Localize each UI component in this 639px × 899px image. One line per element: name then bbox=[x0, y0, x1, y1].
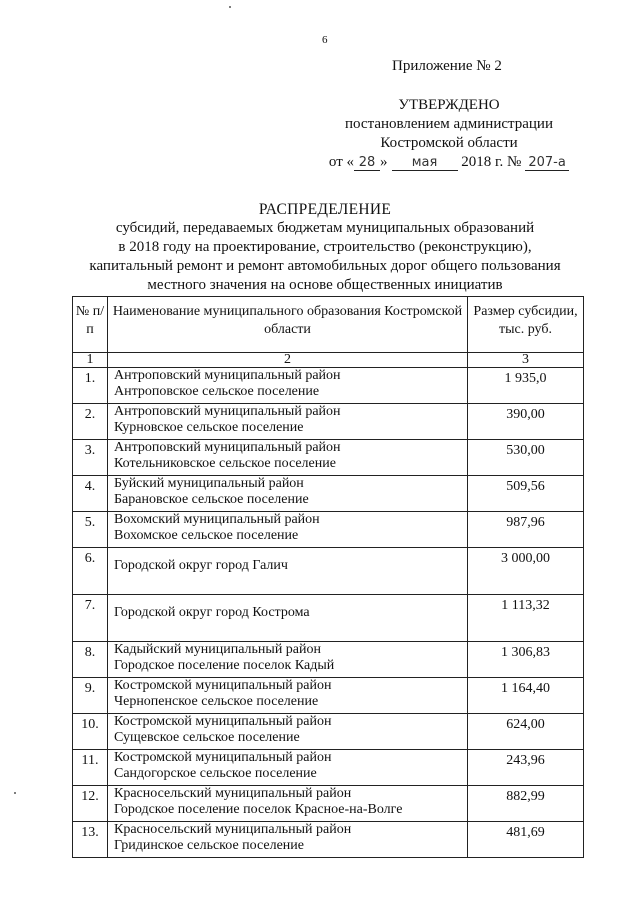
approval-line-1: постановлением администрации bbox=[345, 116, 553, 132]
date-prefix: от « bbox=[328, 154, 355, 170]
table-row bbox=[73, 512, 584, 548]
approval-block bbox=[318, 96, 580, 172]
settlement-name: Сущевское сельское поселение bbox=[114, 730, 300, 745]
title-main: РАСПРЕДЕЛЕНИЕ bbox=[258, 201, 392, 218]
row-amount: 987,96 bbox=[468, 512, 584, 548]
district-name: Буйский муниципальный район bbox=[114, 476, 304, 491]
scan-dot bbox=[14, 792, 16, 794]
row-amount: 624,00 bbox=[468, 714, 584, 750]
title-line-4: местного значения на основе общественных инициатив bbox=[147, 277, 503, 293]
document-title bbox=[60, 200, 590, 295]
table-row bbox=[73, 476, 584, 512]
settlement-name: Котельниковское сельское поселение bbox=[114, 456, 336, 471]
row-name bbox=[108, 440, 468, 476]
row-number: 5. bbox=[73, 512, 108, 548]
row-number: 3. bbox=[73, 440, 108, 476]
row-amount: 530,00 bbox=[468, 440, 584, 476]
row-amount: 390,00 bbox=[468, 404, 584, 440]
col-number-2: 2 bbox=[108, 353, 468, 368]
row-name bbox=[108, 750, 468, 786]
document-number: 207-а bbox=[525, 155, 569, 171]
table-row bbox=[73, 440, 584, 476]
settlement-name: Сандогорское сельское поселение bbox=[114, 766, 317, 781]
settlement-name: Городское поселение поселок Кадый bbox=[114, 658, 335, 673]
row-name bbox=[108, 822, 468, 858]
row-number: 8. bbox=[73, 642, 108, 678]
row-amount: 882,99 bbox=[468, 786, 584, 822]
date-month: мая bbox=[392, 155, 458, 171]
header-number: № п/п bbox=[73, 297, 108, 353]
settlement-name: Гридинское сельское поселение bbox=[114, 838, 304, 853]
title-line-2: в 2018 году на проектирование, строительство (реконструкцию), bbox=[118, 239, 532, 255]
settlement-name: Городское поселение поселок Красное-на-Волге bbox=[114, 802, 403, 817]
approval-line-2: Костромской области bbox=[380, 135, 518, 151]
col-number-3: 3 bbox=[468, 353, 584, 368]
district-name: Городской округ город Галич bbox=[114, 558, 288, 573]
appendix-label: Приложение № 2 bbox=[392, 58, 502, 74]
row-name bbox=[108, 548, 468, 595]
row-number: 6. bbox=[73, 548, 108, 595]
row-name bbox=[108, 404, 468, 440]
row-number: 9. bbox=[73, 678, 108, 714]
row-amount: 1 935,0 bbox=[468, 368, 584, 404]
row-amount: 243,96 bbox=[468, 750, 584, 786]
date-year: 2018 г. № bbox=[461, 154, 522, 170]
district-name: Антропoвский муниципальный район bbox=[114, 368, 341, 383]
row-amount: 481,69 bbox=[468, 822, 584, 858]
district-name: Красносельский муниципальный район bbox=[114, 822, 352, 837]
row-name bbox=[108, 714, 468, 750]
scan-dot bbox=[229, 6, 231, 8]
district-name: Городской округ город Кострома bbox=[114, 605, 310, 620]
row-number: 12. bbox=[73, 786, 108, 822]
district-name: Костромской муниципальный район bbox=[114, 678, 332, 693]
settlement-name: Чернопенское сельское поселение bbox=[114, 694, 319, 709]
row-number: 13. bbox=[73, 822, 108, 858]
date-mid: » bbox=[380, 154, 388, 170]
col-number-1: 1 bbox=[73, 353, 108, 368]
table-row bbox=[73, 404, 584, 440]
settlement-name: Курновское сельское поселение bbox=[114, 420, 304, 435]
row-name bbox=[108, 642, 468, 678]
header-amount: Размер субсидии, тыс. руб. bbox=[468, 297, 584, 353]
row-amount: 509,56 bbox=[468, 476, 584, 512]
date-day: 28 bbox=[354, 155, 380, 171]
row-number: 1. bbox=[73, 368, 108, 404]
row-name bbox=[108, 512, 468, 548]
row-number: 11. bbox=[73, 750, 108, 786]
table-row bbox=[73, 595, 584, 642]
table-row bbox=[73, 642, 584, 678]
settlement-name: Антропoвское сельское поселение bbox=[114, 384, 320, 399]
header-name: Наименование муниципального образования Костромской области bbox=[108, 297, 468, 353]
approval-heading: УТВЕРЖДЕНО bbox=[398, 97, 500, 113]
district-name: Костромской муниципальный район bbox=[114, 750, 332, 765]
table-row bbox=[73, 786, 584, 822]
row-name bbox=[108, 476, 468, 512]
row-amount: 1 113,32 bbox=[468, 595, 584, 642]
district-name: Антропoвский муниципальный район bbox=[114, 440, 341, 455]
table-row bbox=[73, 678, 584, 714]
table-row bbox=[73, 822, 584, 858]
row-number: 2. bbox=[73, 404, 108, 440]
district-name: Вохомский муниципальный район bbox=[114, 512, 320, 527]
subsidy-table bbox=[72, 296, 584, 858]
district-name: Кадыйский муниципальный район bbox=[114, 642, 322, 657]
settlement-name: Вохомское сельское поселение bbox=[114, 528, 299, 543]
row-amount: 1 164,40 bbox=[468, 678, 584, 714]
row-name bbox=[108, 786, 468, 822]
row-number: 4. bbox=[73, 476, 108, 512]
table-row bbox=[73, 548, 584, 595]
row-number: 10. bbox=[73, 714, 108, 750]
row-name bbox=[108, 678, 468, 714]
district-name: Антропoвский муниципальный район bbox=[114, 404, 341, 419]
district-name: Костромской муниципальный район bbox=[114, 714, 332, 729]
title-line-3: капитальный ремонт и ремонт автомобильных дорог общего пользования bbox=[89, 258, 561, 274]
row-amount: 3 000,00 bbox=[468, 548, 584, 595]
table-row bbox=[73, 714, 584, 750]
title-line-1: субсидий, передаваемых бюджетам муниципальных образований bbox=[115, 220, 535, 236]
row-number: 7. bbox=[73, 595, 108, 642]
settlement-name: Барановское сельское поселение bbox=[114, 492, 309, 507]
table-row bbox=[73, 368, 584, 404]
row-name bbox=[108, 368, 468, 404]
district-name: Красносельский муниципальный район bbox=[114, 786, 352, 801]
page-number: 6 bbox=[322, 34, 328, 46]
row-amount: 1 306,83 bbox=[468, 642, 584, 678]
row-name bbox=[108, 595, 468, 642]
table-row bbox=[73, 750, 584, 786]
approval-date-line bbox=[318, 153, 580, 172]
